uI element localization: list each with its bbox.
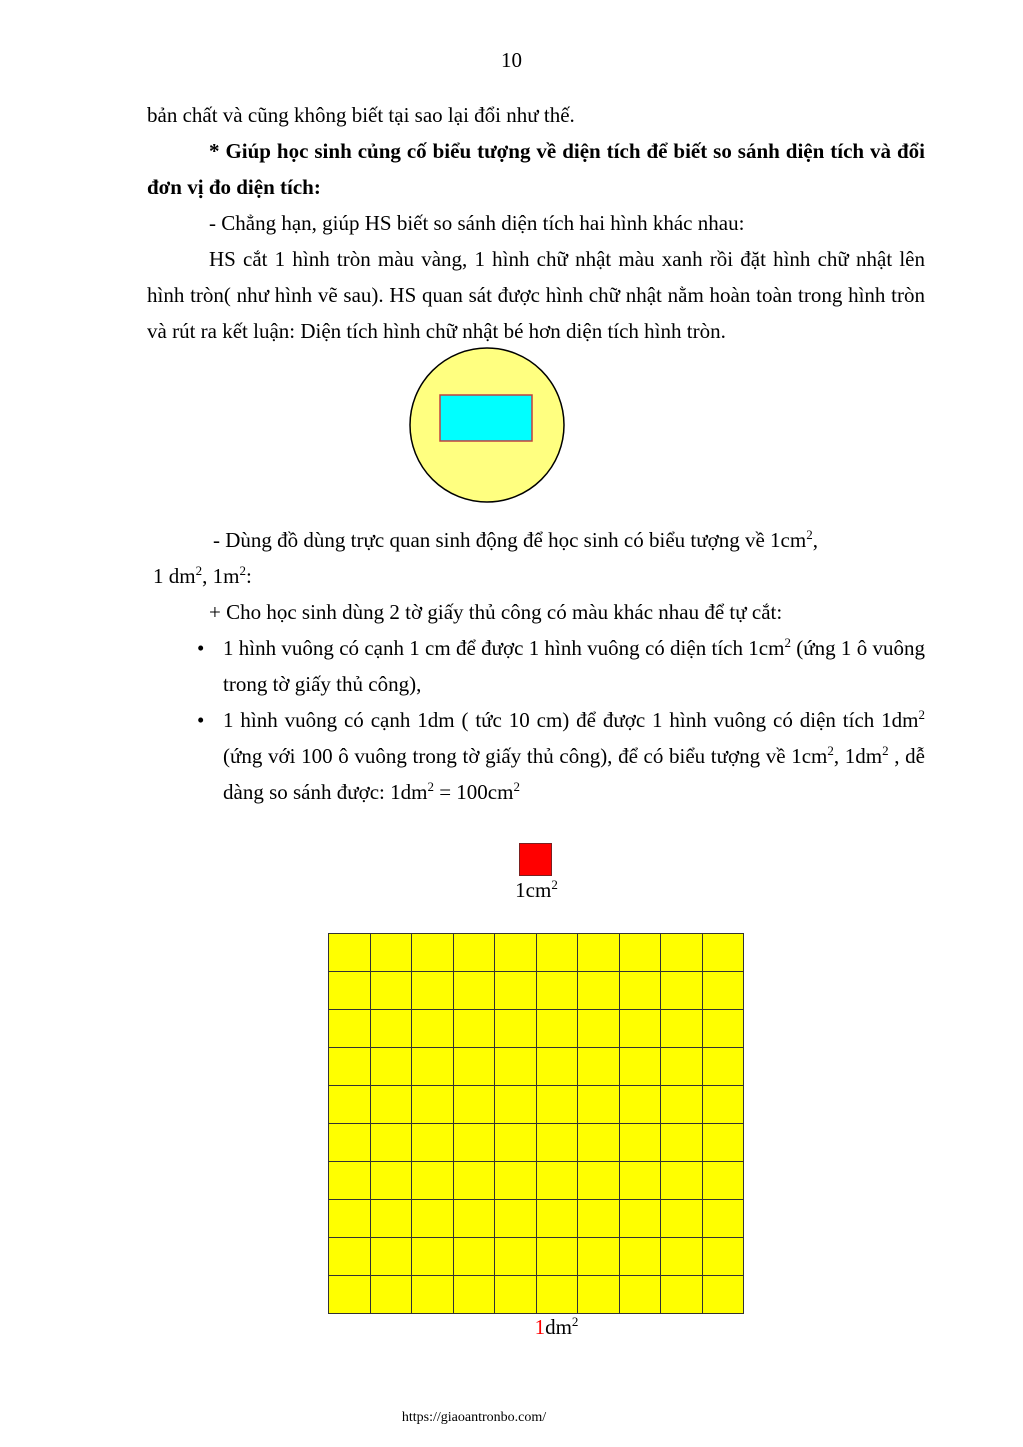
grid-cell bbox=[453, 1162, 495, 1200]
grid-cell bbox=[453, 1238, 495, 1276]
bullet-dot-icon: • bbox=[197, 708, 205, 732]
grid-cell bbox=[536, 1200, 578, 1238]
grid-cell bbox=[453, 1276, 495, 1314]
grid-cell bbox=[536, 1162, 578, 1200]
grid-cell bbox=[329, 1200, 371, 1238]
b1-text-b: (ứng 1 ô vuông trong tờ giấy thủ công), bbox=[223, 636, 926, 696]
grid-cell bbox=[619, 1238, 661, 1276]
label-1dm-red: 1 bbox=[534, 1315, 546, 1339]
bullet-dot-icon: • bbox=[197, 636, 205, 660]
grid-cell bbox=[702, 1200, 744, 1238]
p6-sup-2: 2 bbox=[239, 563, 246, 578]
label-1cm-text: 1cm bbox=[515, 878, 552, 902]
p5-sup: 2 bbox=[806, 527, 813, 542]
grid-cell bbox=[619, 1010, 661, 1048]
grid-cell bbox=[329, 1238, 371, 1276]
grid-cell bbox=[495, 1276, 537, 1314]
body-text-top bbox=[147, 97, 925, 349]
footer-url: https://giaoantronbo.com/ bbox=[401, 1410, 547, 1425]
grid-cell bbox=[578, 1200, 620, 1238]
grid-cell bbox=[536, 1010, 578, 1048]
grid-row bbox=[329, 1238, 744, 1276]
paragraph-6 bbox=[153, 558, 925, 594]
grid-cell bbox=[453, 972, 495, 1010]
b2-sup-2: 2 bbox=[827, 743, 834, 758]
grid-cell bbox=[578, 1010, 620, 1048]
grid-row bbox=[329, 1276, 744, 1314]
grid-cell bbox=[661, 1162, 703, 1200]
grid-cell bbox=[412, 1086, 454, 1124]
grid-row bbox=[329, 1086, 744, 1124]
label-1dm bbox=[0, 1315, 1023, 1340]
grid-cell bbox=[702, 1086, 744, 1124]
p6-text-b: , 1m bbox=[202, 564, 240, 588]
grid-cell bbox=[702, 1124, 744, 1162]
grid-cell bbox=[495, 1010, 537, 1048]
grid-cell bbox=[661, 1086, 703, 1124]
grid-cell bbox=[329, 1124, 371, 1162]
grid-cell bbox=[370, 1048, 412, 1086]
grid-cell bbox=[536, 934, 578, 972]
label-1dm-sup: 2 bbox=[571, 1314, 579, 1329]
grid-cell bbox=[370, 1010, 412, 1048]
grid-cell bbox=[702, 1162, 744, 1200]
grid-cell bbox=[536, 1124, 578, 1162]
grid-cell bbox=[578, 1276, 620, 1314]
grid-cell bbox=[536, 1238, 578, 1276]
grid-cell bbox=[453, 1048, 495, 1086]
grid-cell bbox=[495, 1048, 537, 1086]
grid-cell bbox=[412, 1124, 454, 1162]
grid-cell bbox=[329, 1086, 371, 1124]
cyan-rectangle bbox=[440, 395, 532, 441]
grid-row bbox=[329, 972, 744, 1010]
grid-cell bbox=[578, 1124, 620, 1162]
b2-text-a: 1 hình vuông có cạnh 1dm ( tức 10 cm) để được 1 hình vuông có diện tích 1dm bbox=[223, 708, 919, 732]
grid-row bbox=[329, 1010, 744, 1048]
grid-cell bbox=[453, 934, 495, 972]
grid-cell bbox=[329, 1010, 371, 1048]
grid-cell bbox=[619, 934, 661, 972]
paragraph-3: - Chẳng hạn, giúp HS biết so sánh diện tích hai hình khác nhau: bbox=[209, 211, 745, 235]
grid-cell bbox=[453, 1200, 495, 1238]
grid-cell bbox=[702, 1010, 744, 1048]
label-1cm-sup: 2 bbox=[551, 877, 558, 892]
label-1cm bbox=[0, 878, 1023, 903]
grid-cell bbox=[495, 972, 537, 1010]
b1-sup: 2 bbox=[784, 635, 791, 650]
grid-cell bbox=[619, 1086, 661, 1124]
grid-cell bbox=[329, 1276, 371, 1314]
grid-row bbox=[329, 1124, 744, 1162]
grid-cell bbox=[453, 1010, 495, 1048]
grid-cell bbox=[619, 1048, 661, 1086]
grid-cell bbox=[453, 1086, 495, 1124]
circle-rectangle-figure bbox=[408, 346, 566, 504]
b2-sup-4: 2 bbox=[427, 779, 434, 794]
grid-1dm bbox=[328, 933, 744, 1314]
grid-row bbox=[329, 934, 744, 972]
grid-cell bbox=[329, 1048, 371, 1086]
b2-text-c: , 1dm bbox=[833, 744, 883, 768]
grid-cell bbox=[578, 1048, 620, 1086]
grid-cell bbox=[578, 1086, 620, 1124]
grid-row bbox=[329, 1162, 744, 1200]
grid-row bbox=[329, 1048, 744, 1086]
grid-cell bbox=[661, 1124, 703, 1162]
grid-row bbox=[329, 1200, 744, 1238]
b2-sup-1: 2 bbox=[918, 707, 925, 722]
grid-cell bbox=[578, 1238, 620, 1276]
grid-cell bbox=[412, 1010, 454, 1048]
b2-sup-5: 2 bbox=[513, 779, 520, 794]
b2-text-b: (ứng với 100 ô vuông trong tờ giấy thủ công), để có biểu tượng về 1cm bbox=[223, 744, 828, 768]
grid-cell bbox=[702, 1238, 744, 1276]
grid-cell bbox=[370, 1086, 412, 1124]
body-text-middle bbox=[147, 522, 925, 630]
grid-cell bbox=[495, 1200, 537, 1238]
grid-cell bbox=[619, 1200, 661, 1238]
grid-cell bbox=[412, 1162, 454, 1200]
grid-cell bbox=[702, 972, 744, 1010]
grid-cell bbox=[536, 972, 578, 1010]
bullet-item-2 bbox=[147, 702, 925, 810]
grid-cell bbox=[370, 934, 412, 972]
p6-text-a: 1 dm bbox=[153, 564, 196, 588]
paragraph-1: bản chất và cũng không biết tại sao lại đổi như thế. bbox=[147, 103, 575, 127]
grid-cell bbox=[661, 1276, 703, 1314]
b2-text-e: = 100cm bbox=[433, 780, 514, 804]
grid-cell bbox=[329, 972, 371, 1010]
grid-cell bbox=[578, 1162, 620, 1200]
grid-cell bbox=[619, 1276, 661, 1314]
grid-cell bbox=[536, 1276, 578, 1314]
grid-cell bbox=[619, 972, 661, 1010]
grid-cell bbox=[495, 1086, 537, 1124]
grid-cell bbox=[412, 1048, 454, 1086]
b2-sup-3: 2 bbox=[882, 743, 889, 758]
grid-cell bbox=[578, 972, 620, 1010]
grid-cell bbox=[370, 1200, 412, 1238]
grid-cell bbox=[619, 1124, 661, 1162]
grid-cell bbox=[578, 934, 620, 972]
grid-cell bbox=[412, 1238, 454, 1276]
grid-cell bbox=[661, 1238, 703, 1276]
grid-cell bbox=[412, 1200, 454, 1238]
red-square-1cm bbox=[519, 843, 552, 876]
grid-cell bbox=[661, 1200, 703, 1238]
label-1dm-text: dm bbox=[545, 1315, 572, 1339]
grid-cell bbox=[453, 1124, 495, 1162]
paragraph-7: + Cho học sinh dùng 2 tờ giấy thủ công có màu khác nhau để tự cắt: bbox=[209, 600, 783, 624]
section-heading: * Giúp học sinh củng cố biểu tượng về diện tích để biết so sánh diện tích và đổi đơn vị đo diện tích: bbox=[147, 139, 925, 199]
grid-cell bbox=[370, 1124, 412, 1162]
grid-cell bbox=[370, 1162, 412, 1200]
grid-cell bbox=[661, 1010, 703, 1048]
grid-cell bbox=[370, 972, 412, 1010]
grid-cell bbox=[661, 1048, 703, 1086]
grid-cell bbox=[329, 934, 371, 972]
grid-cell bbox=[412, 1276, 454, 1314]
bullet-list bbox=[147, 630, 925, 810]
grid-cell bbox=[412, 934, 454, 972]
grid-cell bbox=[495, 1238, 537, 1276]
grid-cell bbox=[495, 1162, 537, 1200]
grid-cell bbox=[661, 972, 703, 1010]
paragraph-4: HS cắt 1 hình tròn màu vàng, 1 hình chữ nhật màu xanh rồi đặt hình chữ nhật lên hình tròn( như hình vẽ sau). HS quan sát được hình chữ nhật nằm hoàn toàn trong hình tròn và rút ra kết luận: Diện tích hình chữ nhật bé hơn diện tích hình tròn. bbox=[147, 247, 925, 343]
grid-cell bbox=[495, 934, 537, 972]
grid-cell bbox=[329, 1162, 371, 1200]
b2-text-d: , dễ dàng so sánh được: 1dm bbox=[223, 744, 925, 804]
grid-cell bbox=[702, 1276, 744, 1314]
grid-cell bbox=[370, 1238, 412, 1276]
grid-cell bbox=[619, 1162, 661, 1200]
p6-text-c: : bbox=[245, 564, 252, 588]
grid-cell bbox=[536, 1086, 578, 1124]
page-number: 10 bbox=[501, 48, 522, 72]
bullet-item-1 bbox=[147, 630, 925, 702]
b1-text-a: 1 hình vuông có cạnh 1 cm để được 1 hình vuông có diện tích 1cm bbox=[223, 636, 785, 660]
p5-text-a: - Dùng đồ dùng trực quan sinh động để học sinh có biểu tượng về 1cm bbox=[213, 528, 807, 552]
grid-cell bbox=[536, 1048, 578, 1086]
p6-sup-1: 2 bbox=[195, 563, 203, 578]
paragraph-5 bbox=[147, 522, 925, 558]
p5-text-b: , bbox=[812, 528, 818, 552]
grid-cell bbox=[495, 1124, 537, 1162]
grid-cell bbox=[702, 1048, 744, 1086]
grid-table bbox=[328, 933, 744, 1314]
grid-cell bbox=[661, 934, 703, 972]
grid-cell bbox=[412, 972, 454, 1010]
grid-cell bbox=[370, 1276, 412, 1314]
grid-cell bbox=[702, 934, 744, 972]
